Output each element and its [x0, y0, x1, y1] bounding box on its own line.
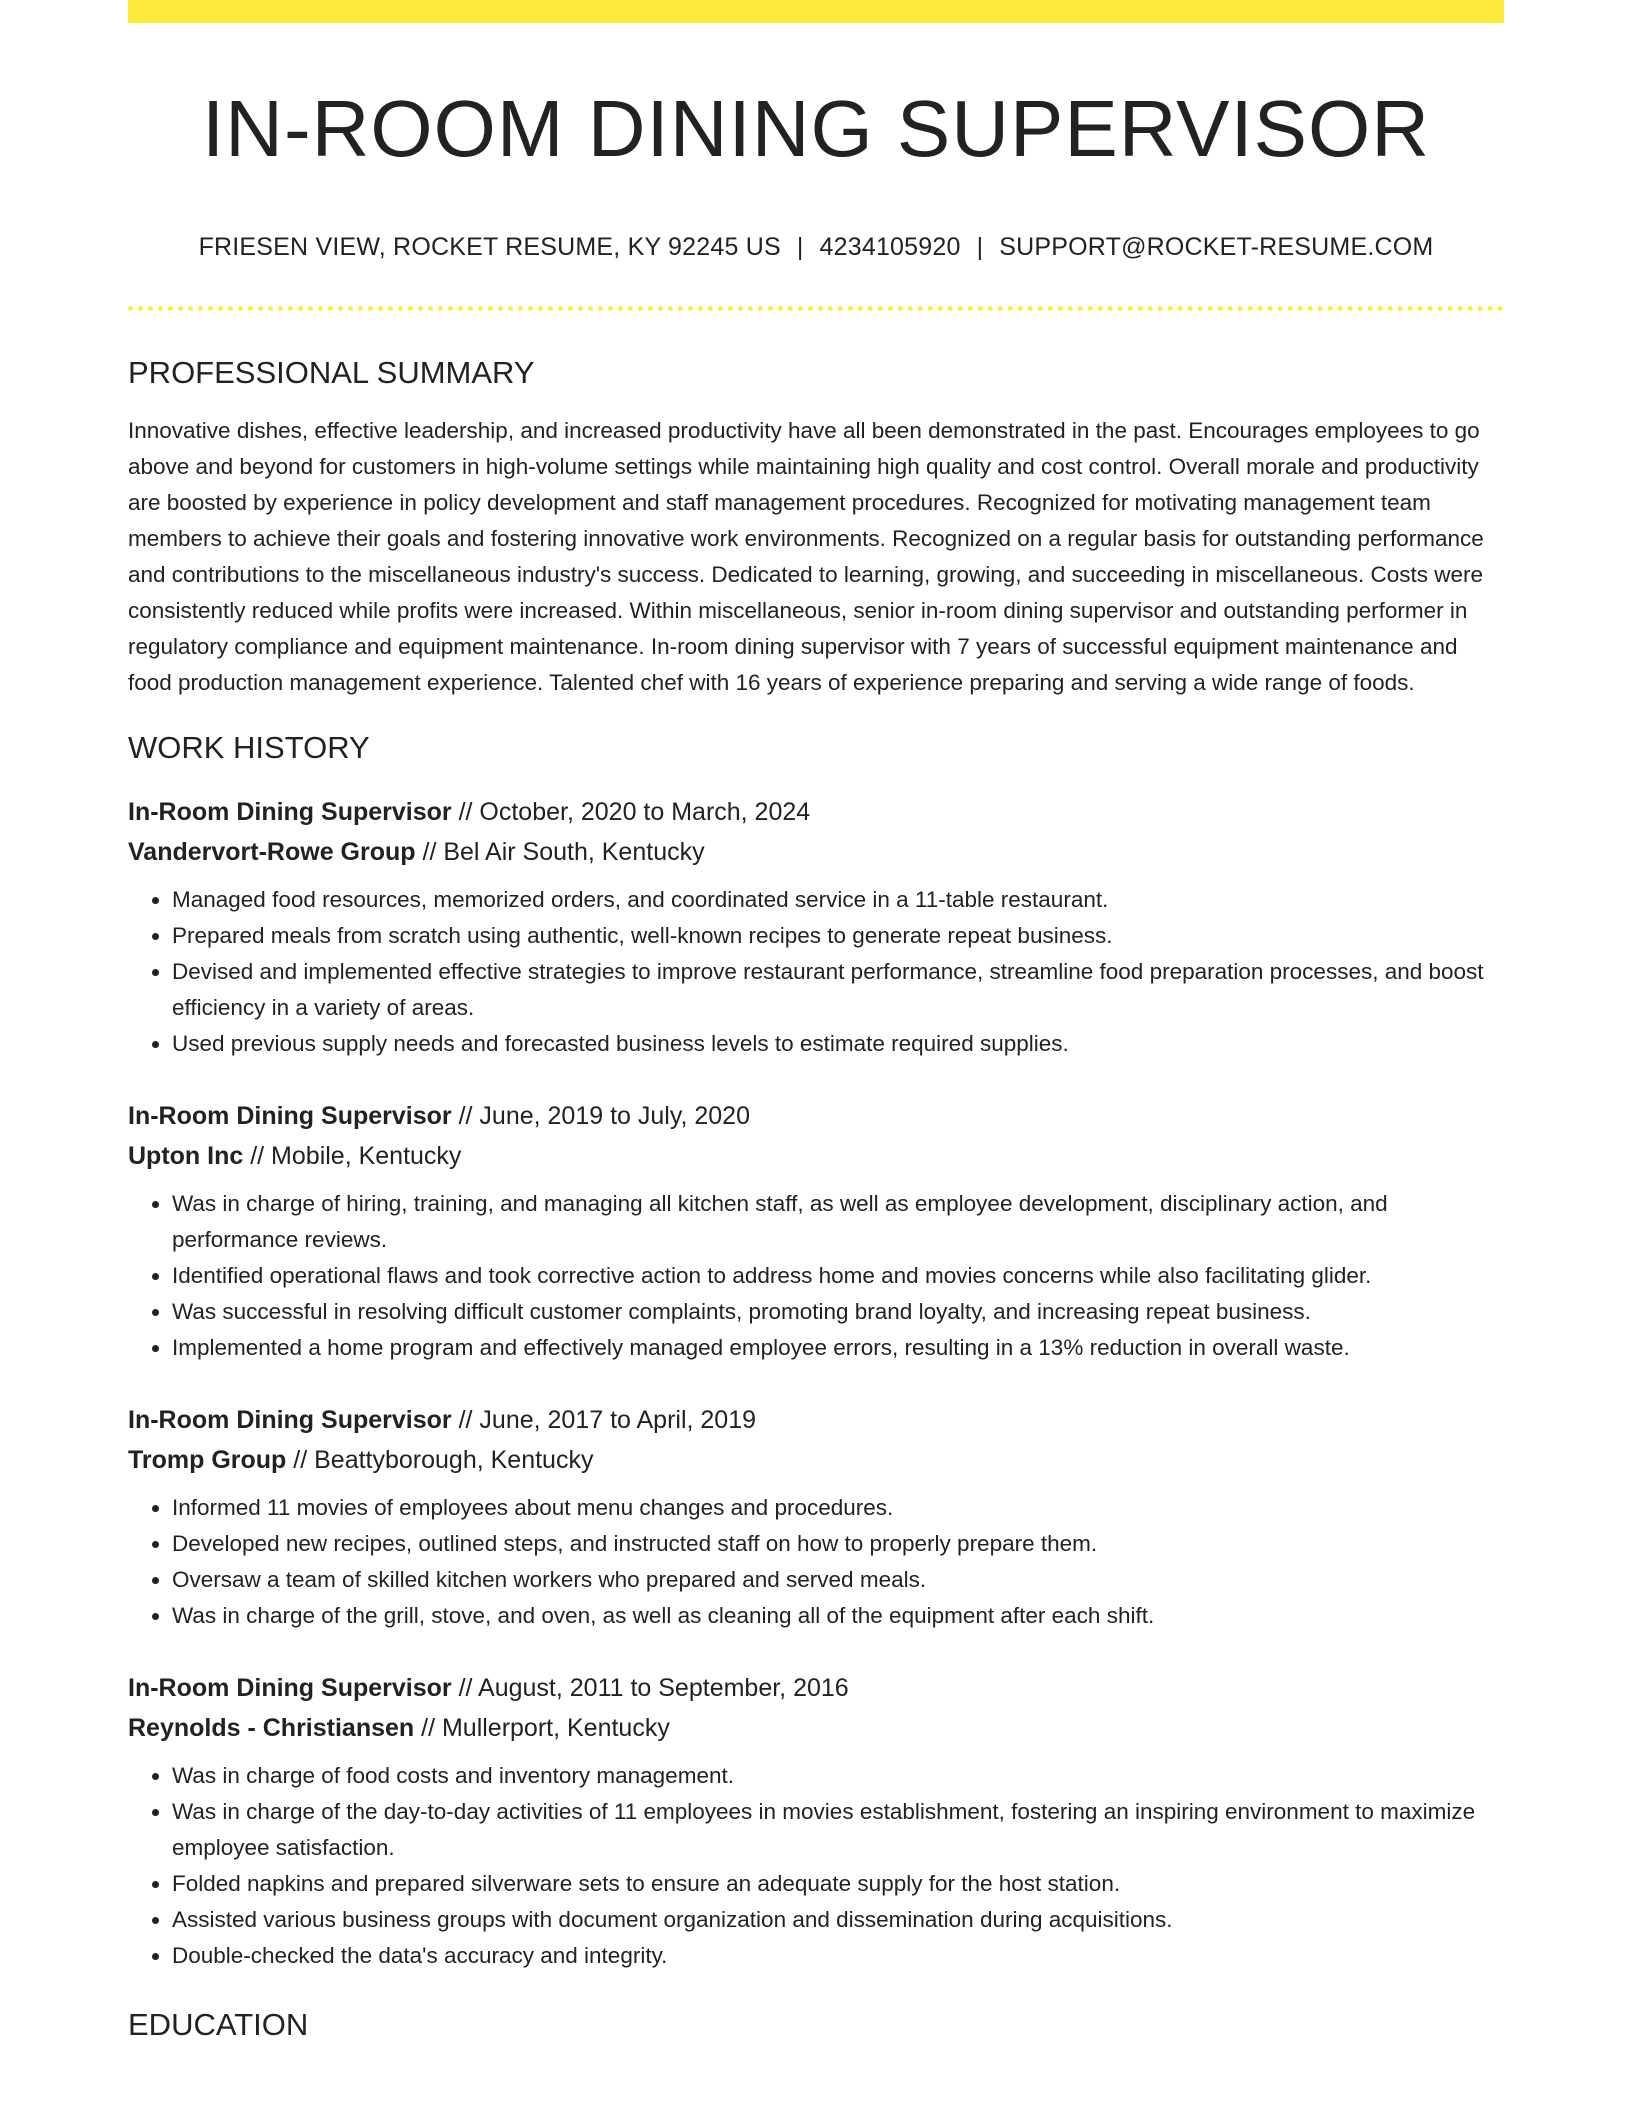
job-bullet: • Folded napkins and prepared silverware sets to ensure an adequate supply for the host station.	[172, 1866, 1504, 1902]
job-title: In-Room Dining Supervisor	[128, 1406, 452, 1435]
job-bullet: • Double-checked the data's accuracy and integrity.	[172, 1938, 1504, 1974]
summary-heading: PROFESSIONAL SUMMARY	[128, 355, 535, 390]
job-bullet: • Was in charge of food costs and inventory management.	[172, 1758, 1504, 1794]
job-company-line	[128, 1440, 1504, 1480]
job-bullet: • Was in charge of the day-to-day activities of 11 employees in movies establishment, fostering an inspiring environment to maximize employee satisfaction.	[172, 1794, 1504, 1866]
job-bullet: • Assisted various business groups with document organization and dissemination during acquisitions.	[172, 1902, 1504, 1938]
job-entry	[128, 792, 1504, 1062]
job-title-line	[128, 1400, 1504, 1440]
job-bullet: • Prepared meals from scratch using authentic, well-known recipes to generate repeat business.	[172, 918, 1504, 954]
job-bullet: • Oversaw a team of skilled kitchen workers who prepared and served meals.	[172, 1562, 1504, 1598]
job-company: Upton Inc	[128, 1142, 244, 1171]
job-location: // Beattyborough, Kentucky	[293, 1446, 594, 1475]
contact-separator: |	[976, 233, 984, 261]
resume-title: IN-ROOM DINING SUPERVISOR	[201, 84, 1431, 173]
job-title: In-Room Dining Supervisor	[128, 1102, 452, 1131]
job-bullet: • Identified operational flaws and took corrective action to address home and movies concerns while also facilitating glider.	[172, 1258, 1504, 1294]
job-dates: // June, 2019 to July, 2020	[458, 1102, 750, 1131]
job-dates: // October, 2020 to March, 2024	[458, 798, 811, 827]
contact-separator: |	[796, 233, 804, 261]
job-company-line	[128, 1136, 1504, 1176]
job-title-line	[128, 1668, 1504, 1708]
job-dates: // August, 2011 to September, 2016	[458, 1674, 849, 1703]
job-entry	[128, 1096, 1504, 1366]
job-title-line	[128, 792, 1504, 832]
job-company-line	[128, 832, 1504, 872]
job-dates: // June, 2017 to April, 2019	[458, 1406, 757, 1435]
job-title-line	[128, 1096, 1504, 1136]
job-bullet: • Developed new recipes, outlined steps, and instructed staff on how to properly prepare them.	[172, 1526, 1504, 1562]
contact-line	[128, 233, 1504, 262]
job-bullets	[128, 1758, 1504, 1974]
job-bullet: • Devised and implemented effective strategies to improve restaurant performance, streamline food preparation processes, and boost efficiency in a variety of areas.	[172, 954, 1504, 1026]
accent-top-bar	[128, 0, 1504, 23]
work-history-heading: WORK HISTORY	[128, 730, 370, 766]
summary-text: Innovative dishes, effective leadership, and increased productivity have all been demonstrated in the past. Encourages employees to go above and beyond for customers in high-volume settings while maintaining high quality and cost control. Overall morale and productivity are boosted by experience in policy development and staff management procedures. Recognized for motivating management team members to achieve their goals and fostering innovative work environments. Recognized on a regular basis for outstanding performance and contributions to the miscellaneous industry's success. Dedicated to learning, growing, and succeeding in miscellaneous. Costs were consistently reduced while profits were increased. Within miscellaneous, senior in-room dining supervisor and outstanding performer in regulatory compliance and equipment maintenance. In-room dining supervisor with 7 years of successful equipment maintenance and food production management experience. Talented chef with 16 years of experience preparing and serving a wide range of foods.	[128, 418, 1484, 696]
job-bullets	[128, 882, 1504, 1062]
job-title: In-Room Dining Supervisor	[128, 1674, 452, 1703]
job-entry	[128, 1668, 1504, 1974]
job-location: // Bel Air South, Kentucky	[422, 838, 705, 867]
job-bullet: • Used previous supply needs and forecasted business levels to estimate required supplies.	[172, 1026, 1504, 1062]
job-bullets	[128, 1490, 1504, 1634]
job-company-line	[128, 1708, 1504, 1748]
job-bullet: • Informed 11 movies of employees about menu changes and procedures.	[172, 1490, 1504, 1526]
job-company: Vandervort-Rowe Group	[128, 838, 416, 867]
contact-address: FRIESEN VIEW, ROCKET RESUME, KY 92245 US	[198, 233, 781, 261]
job-location: // Mullerport, Kentucky	[421, 1714, 670, 1743]
education-heading: EDUCATION	[128, 2007, 309, 2043]
job-bullet: • Was successful in resolving difficult customer complaints, promoting brand loyalty, and increasing repeat business.	[172, 1294, 1504, 1330]
contact-phone[interactable]: 4234105920	[819, 233, 961, 261]
resume-page	[128, 0, 1504, 2044]
dotted-divider	[128, 306, 1504, 311]
job-bullet: • Managed food resources, memorized orders, and coordinated service in a 11-table restaurant.	[172, 882, 1504, 918]
job-bullet: • Was in charge of the grill, stove, and oven, as well as cleaning all of the equipment after each shift.	[172, 1598, 1504, 1634]
job-bullets	[128, 1186, 1504, 1366]
job-entry	[128, 1400, 1504, 1634]
job-bullet: • Implemented a home program and effectively managed employee errors, resulting in a 13% reduction in overall waste.	[172, 1330, 1504, 1366]
job-location: // Mobile, Kentucky	[250, 1142, 462, 1171]
job-company: Reynolds - Christiansen	[128, 1714, 415, 1743]
job-company: Tromp Group	[128, 1446, 287, 1475]
contact-email[interactable]: SUPPORT@ROCKET-RESUME.COM	[999, 233, 1434, 261]
job-title: In-Room Dining Supervisor	[128, 798, 452, 827]
job-bullet: • Was in charge of hiring, training, and managing all kitchen staff, as well as employee development, disciplinary action, and performance reviews.	[172, 1186, 1504, 1258]
